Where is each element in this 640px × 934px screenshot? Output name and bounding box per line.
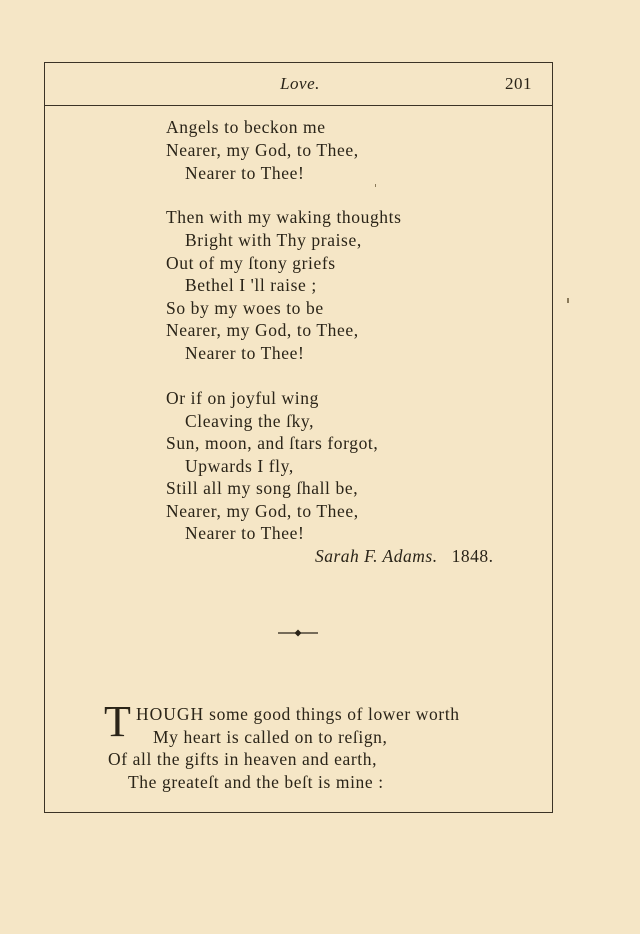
attribution-year: 1848. <box>451 546 494 566</box>
page-number: 201 <box>505 74 532 93</box>
running-title: Love. <box>280 74 320 93</box>
poem-line: Nearer, my God, to Thee, <box>166 140 359 160</box>
paper-speck <box>375 184 376 187</box>
poem-line: Nearer to Thee! <box>185 523 305 543</box>
first-line-rest: some good things of lower worth <box>204 704 460 724</box>
poem-line: Upwards I fly, <box>185 456 294 476</box>
poem-line: Nearer to Thee! <box>185 163 305 183</box>
poem-line: Nearer, my God, to Thee, <box>166 320 359 340</box>
poem-line: Bright with Thy praise, <box>185 230 362 250</box>
poem-line: Nearer, my God, to Thee, <box>166 501 359 521</box>
poem-line: Bethel I 'll raise ; <box>185 275 317 295</box>
poem-line <box>136 703 460 725</box>
poem-line: My heart is called on to reſign, <box>153 727 388 747</box>
poem-line: Of all the gifts in heaven and earth, <box>108 749 378 769</box>
drop-cap: T <box>104 697 131 746</box>
poem-line: Nearer to Thee! <box>185 343 305 363</box>
poem-line: So by my woes to be <box>166 298 324 318</box>
poem-line: Out of my ſtony griefs <box>166 253 336 273</box>
poem-line: Or if on joyful wing <box>166 388 319 408</box>
header-rule <box>44 105 553 106</box>
attribution-author: Sarah F. Adams. <box>315 546 438 566</box>
attribution <box>315 546 493 567</box>
poem-line: Sun, moon, and ſtars forgot, <box>166 433 379 453</box>
paper-speck <box>567 298 569 303</box>
poem-line: Still all my song ſhall be, <box>166 478 359 498</box>
first-word: HOUGH <box>136 704 205 724</box>
section-ornament <box>276 628 320 638</box>
poem-line: The greateſt and the beſt is mine : <box>128 772 384 792</box>
poem-line: Then with my waking thoughts <box>166 207 402 227</box>
poem-line: Angels to beckon me <box>166 117 326 137</box>
poem-line: Cleaving the ſky, <box>185 411 315 431</box>
